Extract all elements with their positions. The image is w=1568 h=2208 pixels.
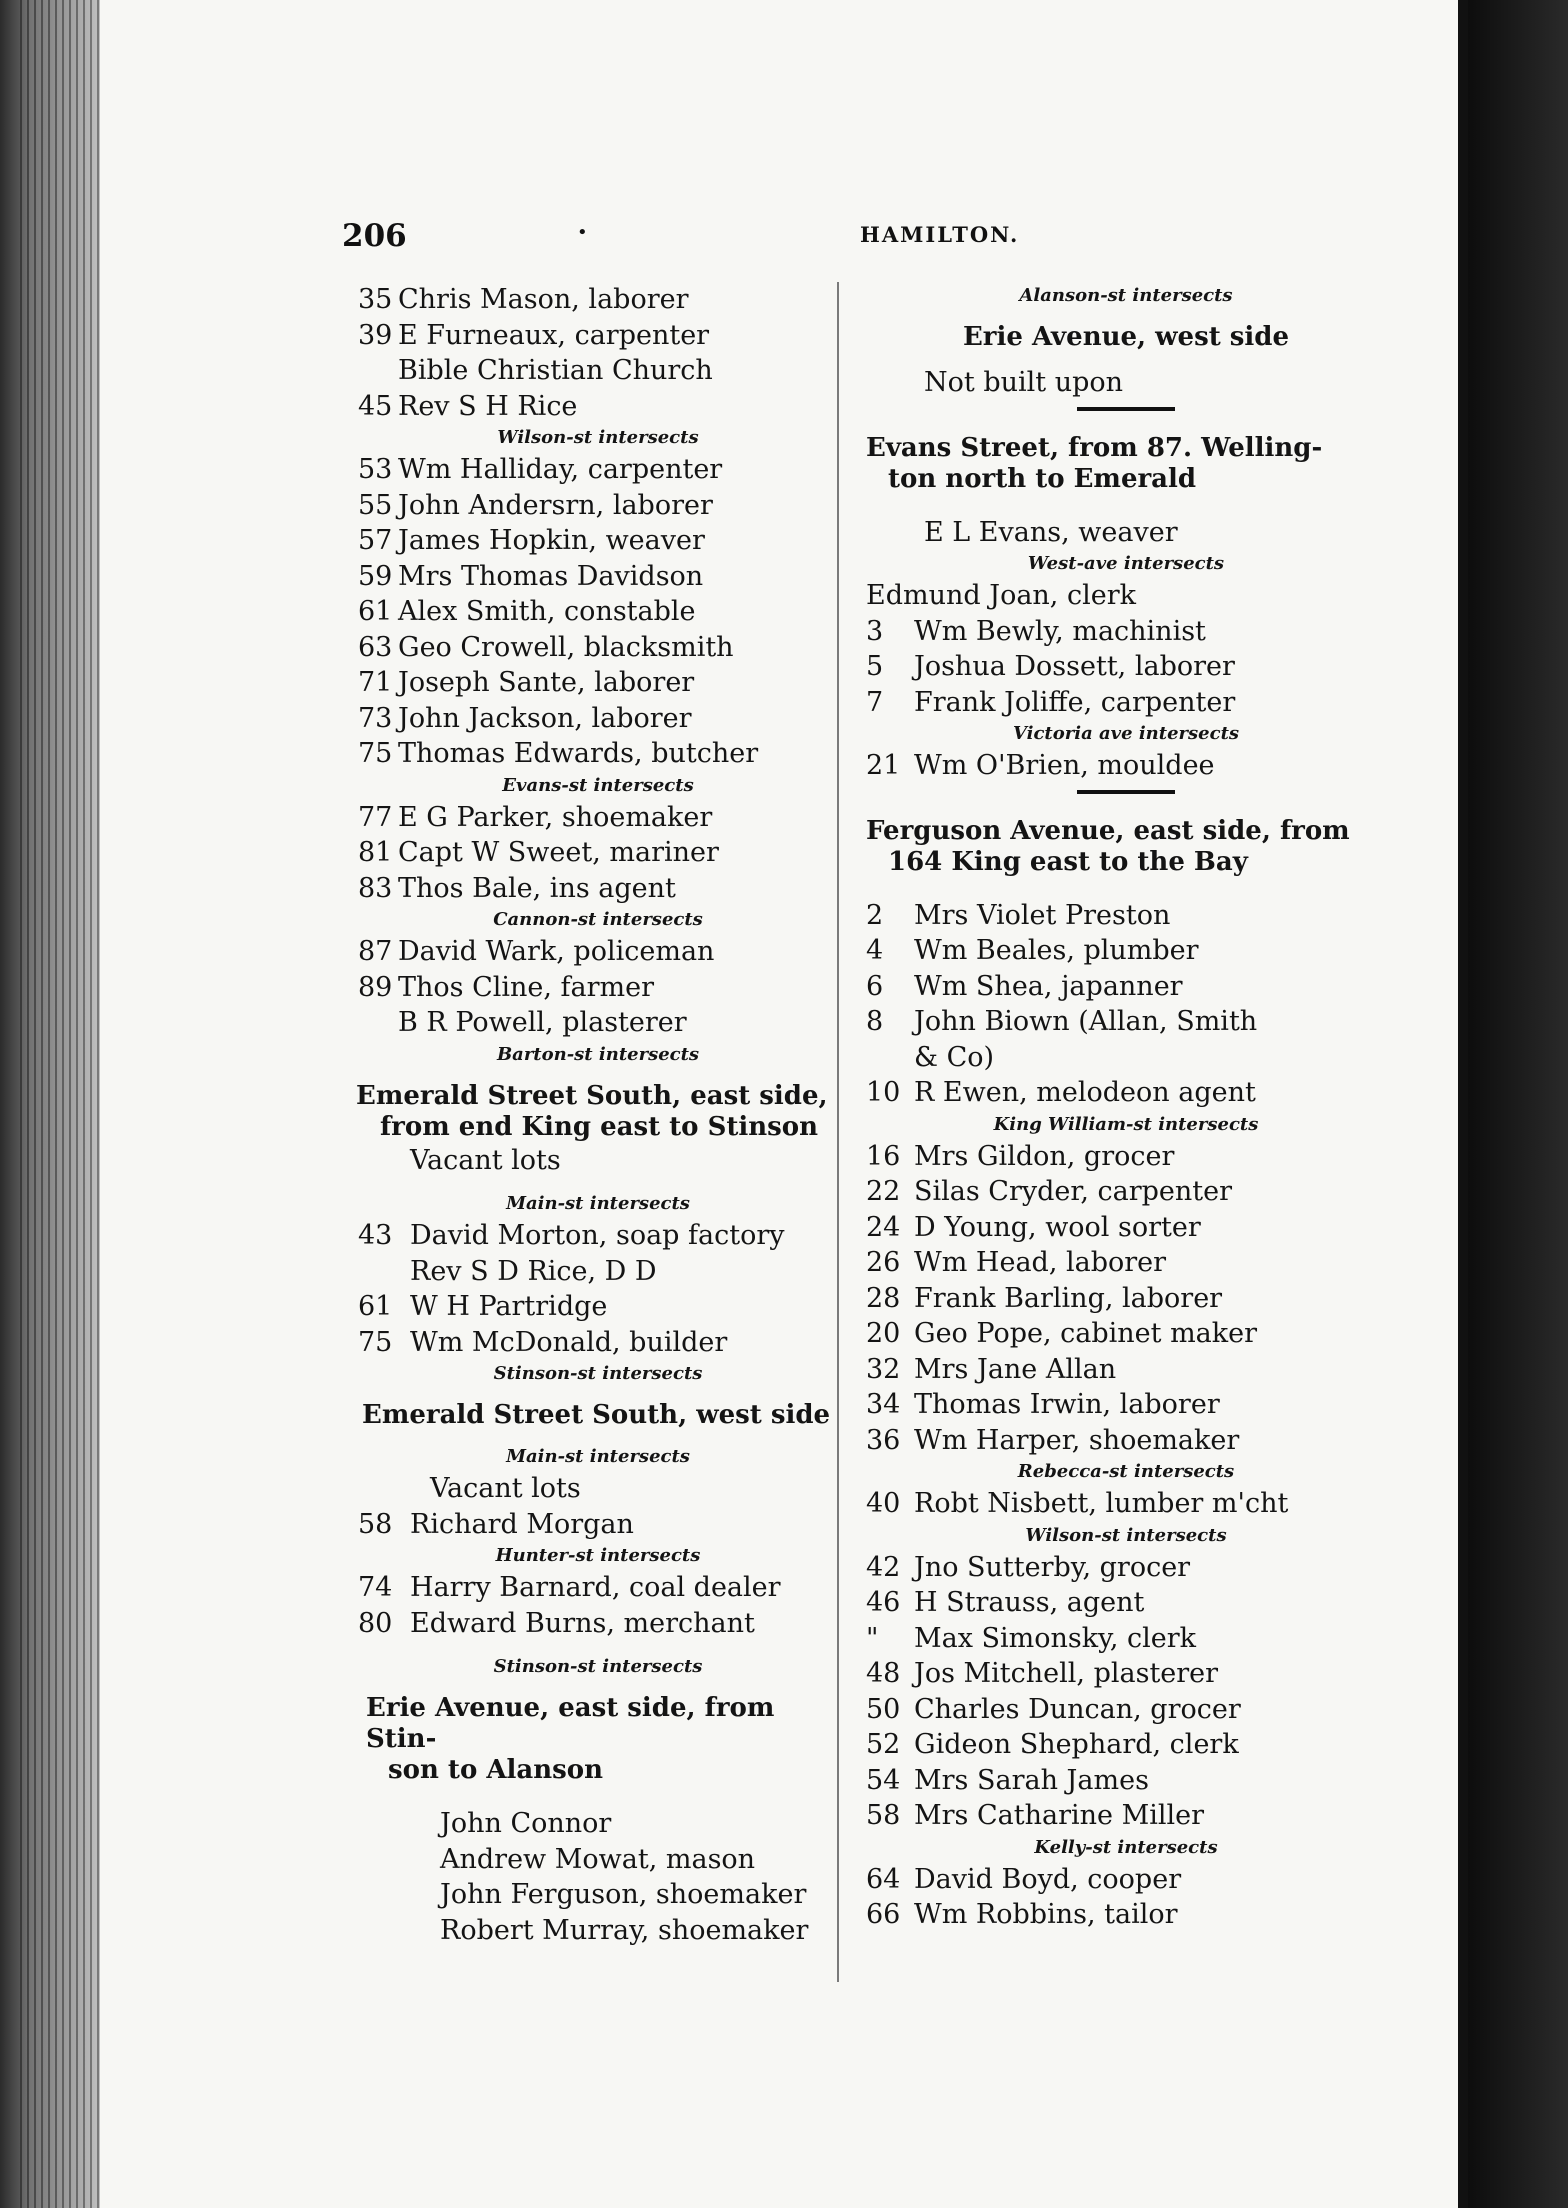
resident-name: Thomas Edwards, butcher: [398, 738, 759, 769]
house-number: 55: [358, 489, 393, 521]
directory-entry: [358, 701, 838, 737]
resident-name: & Co): [914, 1041, 995, 1073]
resident-name: Silas Cryder, carpenter: [914, 1176, 1233, 1207]
resident-name: John Andersrn, laborer: [398, 489, 713, 521]
street-heading: [356, 1081, 838, 1143]
directory-entry: [866, 1798, 1386, 1834]
directory-entry: [866, 1139, 1386, 1175]
directory-entry: [358, 665, 838, 701]
resident-name: E Furneaux, carpenter: [398, 319, 710, 351]
resident-name: Mrs Gildon, grocer: [914, 1140, 1175, 1172]
resident-name: Mrs Jane Allan: [914, 1353, 1117, 1385]
directory-entry: [358, 389, 838, 425]
house-number: 42: [866, 1551, 901, 1583]
directory-entry: [358, 452, 838, 488]
resident-name: Edward Burns, merchant: [410, 1607, 755, 1639]
directory-entry: [866, 649, 1386, 685]
resident-name: Bible Christian Church: [398, 355, 713, 386]
house-number: 20: [866, 1318, 901, 1349]
resident-name: Joseph Sante, laborer: [398, 667, 695, 698]
house-number: 46: [866, 1587, 901, 1618]
directory-entry: [358, 488, 838, 524]
house-number: 50: [866, 1693, 901, 1725]
street-heading: [366, 1693, 838, 1786]
resident-name: D Young, wool sorter: [914, 1211, 1201, 1243]
resident-name: Mrs Catharine Miller: [914, 1800, 1205, 1831]
resident-name: E G Parker, shoemaker: [398, 801, 713, 833]
vacant-note: Vacant lots: [430, 1473, 581, 1504]
house-number: 61: [358, 596, 393, 627]
resident-name: Wm Bewly, machinist: [914, 615, 1206, 647]
directory-entry: [866, 685, 1386, 721]
directory-entry: [358, 594, 838, 630]
house-number: 53: [358, 454, 393, 485]
directory-entry: Edmund Joan, clerk: [866, 580, 1136, 611]
house-number: 71: [358, 667, 393, 698]
house-number: 81: [358, 837, 393, 868]
intersection-note: Rebecca-st intersects: [1017, 1461, 1235, 1482]
directory-entry: [358, 1289, 838, 1325]
directory-entry: [358, 736, 838, 772]
directory-entry: [358, 1606, 838, 1642]
intersection-note: Wilson-st intersects: [1025, 1524, 1227, 1546]
directory-entry: [866, 1486, 1386, 1522]
directory-entry: [866, 1174, 1386, 1210]
resident-name: Thos Cline, farmer: [398, 971, 655, 1003]
resident-name: Robt Nisbett, lumber m'cht: [914, 1488, 1289, 1519]
header-dot: •: [577, 222, 588, 243]
directory-entry: [358, 353, 838, 389]
house-number: 89: [358, 971, 393, 1003]
resident-name: John Biown (Allan, Smith: [914, 1006, 1258, 1037]
resident-name: John Jackson, laborer: [398, 702, 692, 734]
resident-name: Max Simonsky, clerk: [914, 1622, 1196, 1654]
house-number: 6: [866, 970, 884, 1002]
scan-border: [1468, 0, 1568, 2208]
directory-entry: John Connor: [440, 1808, 612, 1839]
directory-entry: [866, 1352, 1386, 1388]
resident-name: Wm Robbins, tailor: [914, 1899, 1178, 1930]
house-number: 80: [358, 1607, 393, 1639]
house-number: ": [866, 1622, 879, 1654]
resident-name: Chris Mason, laborer: [398, 284, 689, 315]
resident-name: Frank Barling, laborer: [914, 1282, 1223, 1314]
house-number: 5: [866, 651, 884, 682]
house-number: 77: [358, 801, 393, 833]
street-heading-line: from end King east to Stinson: [380, 1111, 819, 1142]
house-number: 52: [866, 1729, 901, 1760]
house-number: 83: [358, 872, 393, 904]
house-number: 24: [866, 1211, 901, 1243]
resident-name: David Wark, policeman: [398, 936, 715, 967]
house-number: 75: [358, 1326, 393, 1358]
directory-entry: [866, 1727, 1386, 1763]
resident-name: Wm Halliday, carpenter: [398, 454, 723, 485]
street-heading: [866, 816, 1386, 878]
directory-entry: [358, 559, 838, 595]
resident-name: Wm Beales, plumber: [914, 935, 1199, 966]
resident-name: David Boyd, cooper: [914, 1863, 1182, 1895]
intersection-note: Kelly-st intersects: [1034, 1836, 1218, 1858]
street-heading: Emerald Street South, west side: [362, 1400, 831, 1430]
intersection-note: Wilson-st intersects: [497, 427, 699, 448]
house-number: 43: [358, 1220, 393, 1251]
intersection-note: King William-st intersects: [993, 1113, 1259, 1135]
intersection-note: Barton-st intersects: [496, 1043, 700, 1065]
street-heading-line: Erie Avenue, east side, from Stin-: [366, 1693, 775, 1754]
directory-entry: [358, 1218, 838, 1254]
house-number: 73: [358, 702, 393, 734]
house-number: 10: [866, 1077, 901, 1108]
directory-entry: E L Evans, weaver: [924, 516, 1178, 548]
directory-entry: [866, 933, 1386, 969]
resident-name: Capt W Sweet, mariner: [398, 837, 719, 868]
house-number: 61: [358, 1291, 393, 1322]
street-heading-line: Evans Street, from 87. Welling-: [866, 432, 1323, 463]
directory-entry: [866, 1387, 1386, 1423]
directory-entry: [358, 934, 838, 970]
house-number: 75: [358, 738, 393, 769]
directory-entry: John Ferguson, shoemaker: [440, 1879, 807, 1910]
street-heading-line: Emerald Street South, east side,: [356, 1080, 828, 1111]
resident-name: Geo Pope, cabinet maker: [914, 1318, 1258, 1349]
house-number: 63: [358, 631, 393, 663]
running-title: HAMILTON.: [860, 222, 1020, 247]
resident-name: Mrs Thomas Davidson: [398, 560, 704, 592]
resident-name: Geo Crowell, blacksmith: [398, 631, 734, 663]
resident-name: Mrs Violet Preston: [914, 899, 1171, 931]
resident-name: Joshua Dossett, laborer: [914, 651, 1235, 682]
directory-entry: [358, 282, 838, 318]
directory-entry: Robert Murray, shoemaker: [440, 1914, 809, 1946]
directory-entry: [866, 1210, 1386, 1246]
intersection-note: Cannon-st intersects: [493, 909, 703, 930]
house-number: 54: [866, 1764, 901, 1796]
street-note: Not built upon: [924, 367, 1124, 398]
directory-entry: [358, 318, 838, 354]
house-number: 57: [358, 525, 393, 556]
resident-name: Thomas Irwin, laborer: [914, 1389, 1220, 1420]
house-number: 34: [866, 1389, 901, 1420]
intersection-note: West-ave intersects: [1027, 553, 1225, 574]
resident-name: James Hopkin, weaver: [398, 525, 705, 556]
house-number: 28: [866, 1282, 901, 1314]
resident-name: Wm O'Brien, mouldee: [914, 750, 1215, 781]
binding-shadow: [1458, 0, 1468, 2208]
house-number: 59: [358, 560, 393, 592]
resident-name: Charles Duncan, grocer: [914, 1693, 1241, 1725]
directory-entry: [866, 1316, 1386, 1352]
directory-entry: [358, 970, 838, 1006]
resident-name: David Morton, soap factory: [410, 1220, 785, 1251]
house-number: 22: [866, 1176, 901, 1207]
directory-entry: [866, 1692, 1386, 1728]
directory-entry: [866, 1585, 1386, 1621]
house-number: 26: [866, 1247, 901, 1278]
page-edges: [20, 0, 100, 2208]
resident-name: Wm Shea, japanner: [914, 970, 1183, 1002]
resident-name: H Strauss, agent: [914, 1587, 1145, 1618]
street-heading: Erie Avenue, west side: [962, 322, 1290, 352]
house-number: 35: [358, 284, 393, 315]
house-number: 45: [358, 390, 393, 422]
resident-name: Mrs Sarah James: [914, 1764, 1149, 1796]
street-heading-line: ton north to Emerald: [888, 463, 1197, 494]
section-rule: [1077, 407, 1175, 411]
resident-name: Alex Smith, constable: [398, 596, 696, 627]
intersection-note: Evans-st intersects: [502, 774, 694, 796]
resident-name: Wm McDonald, builder: [410, 1326, 728, 1358]
resident-name: W H Partridge: [410, 1291, 608, 1322]
house-number: 8: [866, 1006, 884, 1037]
directory-entry: [866, 614, 1386, 650]
resident-name: Harry Barnard, coal dealer: [410, 1572, 781, 1603]
resident-name: Gideon Shephard, clerk: [914, 1729, 1239, 1760]
house-number: 40: [866, 1488, 901, 1519]
directory-entry: [866, 1245, 1386, 1281]
house-number: 36: [866, 1424, 901, 1456]
intersection-note: Alanson-st intersects: [1019, 285, 1233, 306]
directory-entry: Andrew Mowat, mason: [440, 1843, 756, 1875]
directory-entry: [358, 1325, 838, 1361]
directory-entry: [866, 1040, 1386, 1076]
directory-entry: [358, 871, 838, 907]
directory-entry: [866, 1862, 1386, 1898]
page-number: 206: [342, 218, 407, 254]
directory-entry: [358, 1254, 838, 1290]
intersection-note: Hunter-st intersects: [495, 1545, 701, 1566]
directory-entry: [866, 1281, 1386, 1317]
left-column: [358, 282, 838, 1948]
directory-entry: [866, 1423, 1386, 1459]
street-heading-line: 164 King east to the Bay: [888, 846, 1248, 877]
intersection-note: Main-st intersects: [506, 1446, 690, 1467]
resident-name: Wm Head, laborer: [914, 1247, 1167, 1278]
intersection-note: Stinson-st intersects: [493, 1656, 703, 1677]
intersection-note: Main-st intersects: [506, 1193, 690, 1214]
resident-name: R Ewen, melodeon agent: [914, 1077, 1256, 1108]
house-number: 39: [358, 319, 393, 351]
directory-entry: [358, 835, 838, 871]
house-number: 4: [866, 935, 884, 966]
intersection-note: Stinson-st intersects: [493, 1363, 703, 1384]
resident-name: Jno Sutterby, grocer: [914, 1551, 1191, 1583]
directory-entry: [866, 748, 1386, 784]
house-number: 48: [866, 1658, 901, 1689]
directory-entry: [358, 523, 838, 559]
house-number: 7: [866, 686, 884, 718]
directory-entry: [866, 1621, 1386, 1657]
directory-entry: [358, 800, 838, 836]
resident-name: Wm Harper, shoemaker: [914, 1424, 1240, 1456]
directory-entry: [866, 1656, 1386, 1692]
house-number: 3: [866, 615, 884, 647]
house-number: 16: [866, 1140, 901, 1172]
house-number: 64: [866, 1863, 901, 1895]
house-number: 66: [866, 1899, 901, 1930]
resident-name: Frank Joliffe, carpenter: [914, 686, 1236, 718]
directory-entry: [358, 630, 838, 666]
house-number: 32: [866, 1353, 901, 1385]
house-number: 87: [358, 936, 393, 967]
directory-entry: [866, 969, 1386, 1005]
directory-entry: [866, 1763, 1386, 1799]
house-number: 58: [866, 1800, 901, 1831]
directory-entry: [358, 1570, 838, 1606]
resident-name: Jos Mitchell, plasterer: [914, 1658, 1219, 1689]
section-rule: [1077, 790, 1175, 794]
directory-entry: [866, 1550, 1386, 1586]
resident-name: Rev S D Rice, D D: [410, 1255, 657, 1287]
street-heading: [866, 433, 1386, 495]
street-heading-line: Ferguson Avenue, east side, from: [866, 815, 1350, 846]
resident-name: Rev S H Rice: [398, 390, 578, 422]
directory-entry: [358, 1005, 838, 1041]
resident-name: Richard Morgan: [410, 1508, 634, 1540]
street-heading-line: son to Alanson: [388, 1755, 604, 1785]
resident-name: Thos Bale, ins agent: [398, 872, 676, 904]
directory-entry: [866, 898, 1386, 934]
directory-entry: [866, 1075, 1386, 1111]
directory-entry: [866, 1897, 1386, 1933]
intersection-note: Victoria ave intersects: [1012, 723, 1240, 744]
house-number: 74: [358, 1572, 393, 1603]
house-number: 58: [358, 1508, 393, 1540]
right-column: [866, 282, 1386, 1933]
resident-name: B R Powell, plasterer: [398, 1007, 687, 1038]
house-number: 21: [866, 750, 901, 781]
vacant-note: Vacant lots: [410, 1144, 561, 1176]
directory-entry: [358, 1507, 838, 1543]
directory-entry: [866, 1004, 1386, 1040]
house-number: 2: [866, 899, 884, 931]
